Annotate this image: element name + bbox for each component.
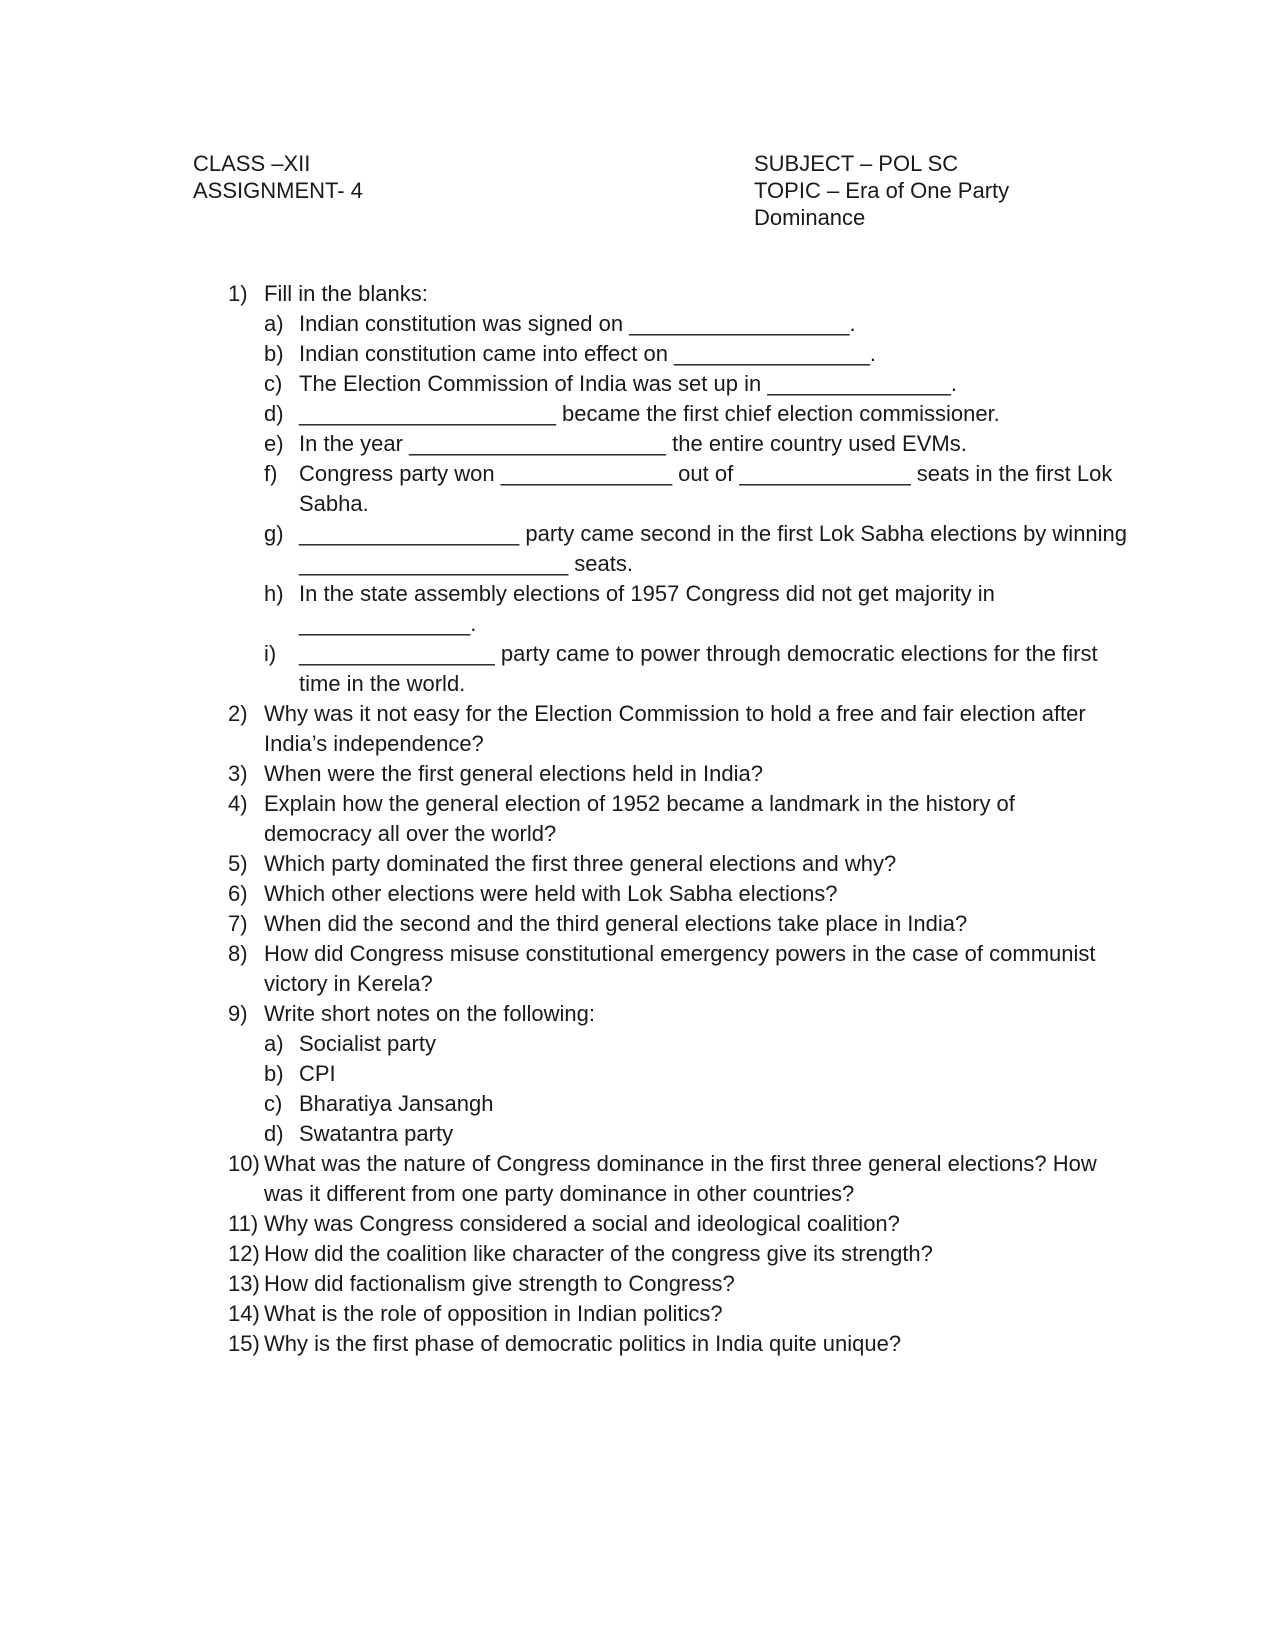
sub-item-text: Swatantra party: [299, 1121, 454, 1146]
sub-item: [264, 579, 1128, 639]
header-left: [193, 150, 363, 204]
question-text: Write short notes on the following:: [264, 1001, 595, 1026]
question-number: 11): [228, 1211, 259, 1236]
question-item: [228, 1239, 1128, 1269]
question-text: Which other elections were held with Lok Sabha elections?: [264, 881, 838, 906]
sub-item: [264, 339, 1128, 369]
sub-item-label: f): [264, 461, 278, 486]
sub-item: [264, 399, 1128, 429]
question-number: 8): [228, 941, 248, 966]
sub-item-label: b): [264, 341, 284, 366]
sub-item-text: Congress party won ______________ out of ______________ seats in the first Lok Sabha.: [299, 461, 1113, 516]
sub-item-text: In the year _____________________ the entire country used EVMs.: [299, 431, 967, 456]
sub-item-label: d): [264, 401, 284, 426]
question-item: [228, 759, 1128, 789]
sub-item: [264, 429, 1128, 459]
sub-item-label: e): [264, 431, 284, 456]
sub-item-text: ________________ party came to power through democratic elections for the first time in the world.: [299, 641, 1098, 696]
question-item: [228, 939, 1128, 999]
question-item: [228, 1329, 1128, 1359]
sub-item: [264, 1029, 1128, 1059]
question-text: How did the coalition like character of the congress give its strength?: [264, 1241, 933, 1266]
question-item: [228, 999, 1128, 1149]
sub-item: [264, 459, 1128, 519]
header-right: [754, 150, 1009, 231]
sub-item-label: c): [264, 1091, 283, 1116]
sub-item-label: a): [264, 1031, 284, 1056]
sub-item-label: h): [264, 581, 284, 606]
question-number: 1): [228, 281, 248, 306]
sub-item-text: Indian constitution was signed on __________________.: [299, 311, 856, 336]
question-number: 12): [228, 1241, 260, 1266]
question-number: 9): [228, 1001, 248, 1026]
question-text: Why was Congress considered a social and ideological coalition?: [264, 1211, 900, 1236]
question-number: 4): [228, 791, 248, 816]
assignment-label: ASSIGNMENT- 4: [193, 178, 363, 203]
sub-item-text: Socialist party: [299, 1031, 436, 1056]
sub-item-label: b): [264, 1061, 284, 1086]
sub-item-text: __________________ party came second in the first Lok Sabha elections by winning ______________________ seats.: [299, 521, 1128, 576]
question-item: [228, 1149, 1128, 1209]
question-item: [228, 789, 1128, 849]
sub-item: [264, 1089, 1128, 1119]
question-number: 15): [228, 1331, 260, 1356]
question-number: 10): [228, 1151, 260, 1176]
subject-label: SUBJECT – POL SC: [754, 151, 959, 176]
question-item: [228, 849, 1128, 879]
question-number: 6): [228, 881, 248, 906]
question-item: [228, 879, 1128, 909]
question-text: Fill in the blanks:: [264, 281, 428, 306]
sub-item: [264, 1059, 1128, 1089]
sub-item: [264, 309, 1128, 339]
sub-item-text: CPI: [299, 1061, 336, 1086]
sub-item-label: c): [264, 371, 283, 396]
question-item: [228, 279, 1128, 699]
question-text: What was the nature of Congress dominance in the first three general elections? How was it different from one party dominance in other countries?: [264, 1151, 1097, 1206]
question-text: Why is the first phase of democratic politics in India quite unique?: [264, 1331, 902, 1356]
question-item: [228, 1209, 1128, 1239]
sub-item-label: g): [264, 521, 284, 546]
question-item: [228, 699, 1128, 759]
sub-item-label: d): [264, 1121, 284, 1146]
sub-item-text: Indian constitution came into effect on ________________.: [299, 341, 876, 366]
question-text: Why was it not easy for the Election Commission to hold a free and fair election after India’s independence?: [264, 701, 1086, 756]
sub-item-text: _____________________ became the first chief election commissioner.: [299, 401, 1000, 426]
question-text: Which party dominated the first three general elections and why?: [264, 851, 897, 876]
question-list: [228, 279, 1128, 1359]
sub-item-text: Bharatiya Jansangh: [299, 1091, 494, 1116]
sub-item-text: In the state assembly elections of 1957 Congress did not get majority in ______________.: [299, 581, 995, 636]
question-text: How did Congress misuse constitutional emergency powers in the case of communist victory in Kerela?: [264, 941, 1096, 996]
sub-item-label: a): [264, 311, 284, 336]
sub-item: [264, 369, 1128, 399]
sub-item-text: The Election Commission of India was set up in _______________.: [299, 371, 957, 396]
topic-label: TOPIC – Era of One Party: [754, 178, 1010, 203]
question-text: When were the first general elections held in India?: [264, 761, 763, 786]
question-number: 5): [228, 851, 248, 876]
sub-item: [264, 519, 1128, 579]
sub-item: [264, 639, 1128, 699]
question-item: [228, 909, 1128, 939]
question-number: 3): [228, 761, 248, 786]
question-number: 7): [228, 911, 248, 936]
question-number: 2): [228, 701, 248, 726]
question-text: When did the second and the third general elections take place in India?: [264, 911, 968, 936]
sub-item-label: i): [264, 641, 277, 666]
question-number: 14): [228, 1301, 260, 1326]
topic-label-continued: Dominance: [754, 205, 866, 230]
question-item: [228, 1299, 1128, 1329]
question-text: What is the role of opposition in Indian politics?: [264, 1301, 723, 1326]
question-text: How did factionalism give strength to Congress?: [264, 1271, 735, 1296]
question-text: Explain how the general election of 1952 became a landmark in the history of democracy all over the world?: [264, 791, 1015, 846]
class-label: CLASS –XII: [193, 151, 311, 176]
sub-item: [264, 1119, 1128, 1149]
question-item: [228, 1269, 1128, 1299]
question-number: 13): [228, 1271, 260, 1296]
